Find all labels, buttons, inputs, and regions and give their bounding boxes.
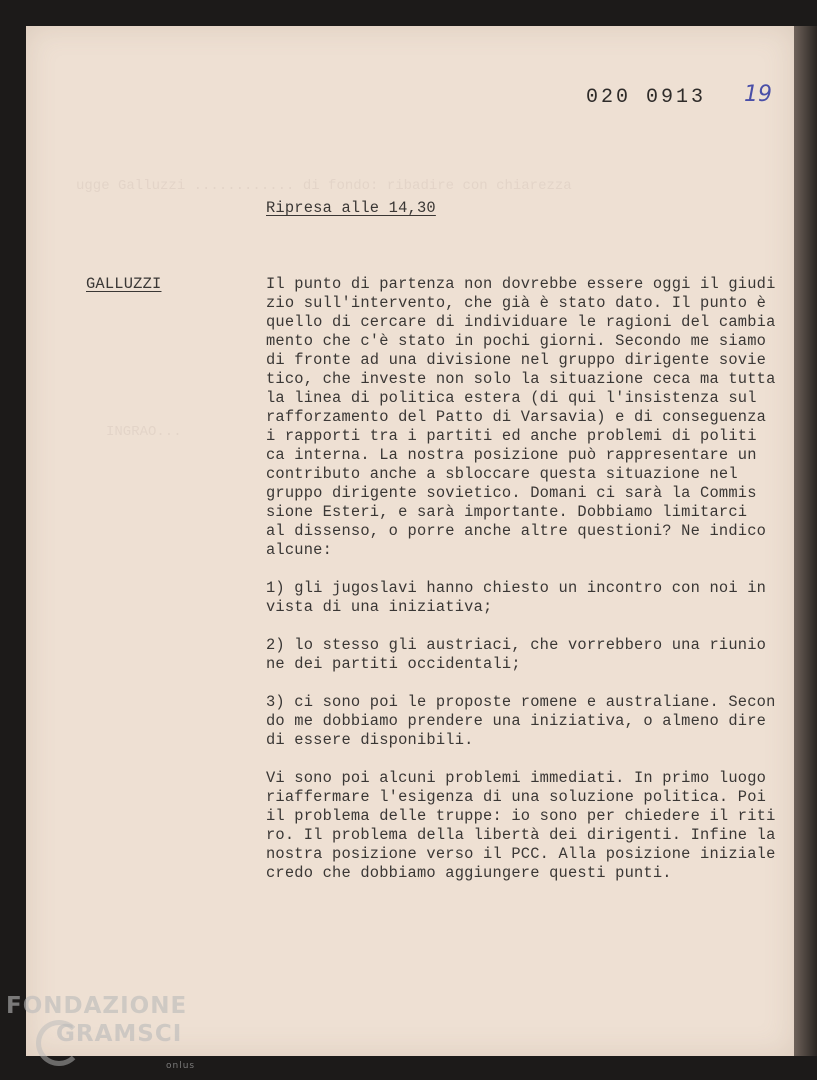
- watermark-small: onlus: [166, 1061, 196, 1071]
- handwritten-page-number: 19: [744, 82, 772, 107]
- speech-body: [266, 275, 796, 902]
- list-item: 2) lo stesso gli austriaci, che vorrebbero una riunio ne dei partiti occidentali;: [266, 636, 767, 673]
- page-edge: [794, 26, 817, 1056]
- document-page: ugge Galluzzi ............ di fondo: ribadire con chiarezza INGRAO... 020 0913 19 Ripresa alle 14,30 GALLUZZI Il punto di partenza non dovrebbe essere oggi il giudi zio sull'intervento, che già è stato dato. Il punto è quello di cercare di individuare le ragioni del cambia mento che c'è stato in pochi giorni. Secondo me siamo di fronte ad una divisione nel gruppo dirigente sovie tico, che investe non solo la situazione ceca ma tutta la linea di politica estera (di qui l'insistenza sul rafforzamento del Patto di Varsavia) e di conseguenza i rapporti tra i partiti ed anche problemi di politi ca interna. La nostra posizione può rappresentare un contributo anche a sbloccare questa situazione nel gruppo dirigente sovietico. Domani ci sarà la Commis sione Esteri, e sarà importante. Dobbiamo limitarci al dissenso, o porre anche altre questioni? Ne indico alcune: 1) gli jugoslavi hanno chiesto un incontro con noi in vista di una iniziativa; 2) lo stesso gli austriaci, che vorrebbero una riunio ne dei partiti occidentali; 3) ci sono poi le proposte romene e australiane. Secon do me dobbiamo prendere una iniziativa, o almeno dire di essere disponibili. Vi sono poi alcuni problemi immediati. In primo luogo riaffermare l'esigenza di una soluzione politica. Poi il problema delle truppe: io sono per chiedere il riti ro. Il problema della libertà dei dirigenti. Infine la nostra posizione verso il PCC. Alla posizione iniziale credo che dobbiamo aggiungere questi punti.: [26, 26, 794, 1056]
- speaker-name: GALLUZZI: [86, 275, 162, 293]
- list-item: 3) ci sono poi le proposte romene e australiane. Secon do me dobbiamo prendere una iniziativa, o almeno dire di essere disponibili.: [266, 693, 776, 749]
- paragraph: Vi sono poi alcuni problemi immediati. In primo luogo riaffermare l'esigenza di una soluzione politica. Poi il problema delle truppe: io sono per chiedere il riti ro. Il problema della libertà dei dirigenti. Infine la nostra posizione verso il PCC. Alla posizione iniziale credo che dobbiamo aggiungere questi punti.: [266, 769, 776, 882]
- watermark-line2: GRAMSCI: [56, 1021, 183, 1047]
- paragraph: Il punto di partenza non dovrebbe essere oggi il giudi zio sull'intervento, che già è stato dato. Il punto è quello di cercare di individuare le ragioni del cambia mento che c'è stato in pochi giorni. Secondo me siamo di fronte ad una divisione nel gruppo dirigente sovie tico, che investe non solo la situazione ceca ma tutta la linea di politica estera (di qui l'insistenza sul rafforzamento del Patto di Varsavia) e di conseguenza i rapporti tra i partiti ed anche problemi di politi ca interna. La nostra posizione può rappresentare un contributo anche a sbloccare questa situazione nel gruppo dirigente sovietico. Domani ci sarà la Commis sione Esteri, e sarà importante. Dobbiamo limitarci al dissenso, o porre anche altre questioni? Ne indico alcune:: [266, 275, 776, 559]
- watermark-line1: FONDAZIONE: [6, 993, 188, 1019]
- section-heading: Ripresa alle 14,30: [266, 199, 436, 217]
- list-item: 1) gli jugoslavi hanno chiesto un incontro con noi in vista di una iniziativa;: [266, 579, 767, 616]
- watermark-logo: [6, 992, 196, 1071]
- document-number: 020 0913: [586, 86, 707, 109]
- logo-circle-icon: [36, 1020, 82, 1066]
